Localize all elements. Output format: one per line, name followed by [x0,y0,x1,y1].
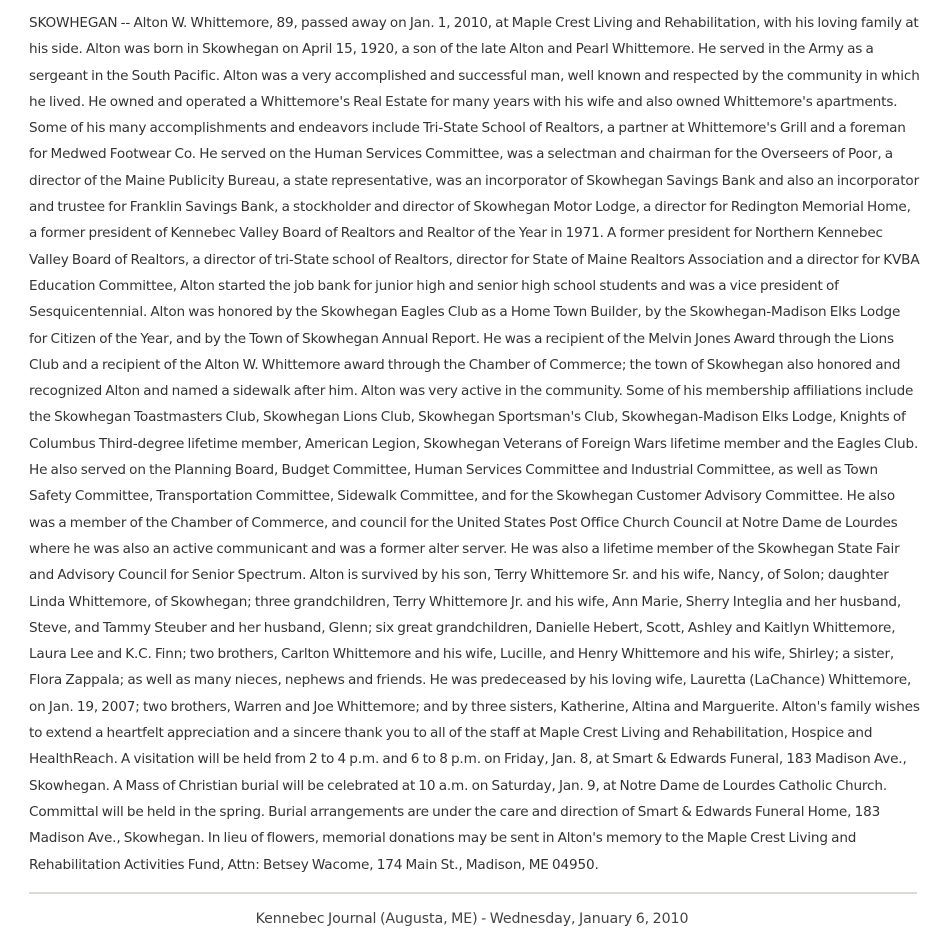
publication-source: Kennebec Journal (Augusta, ME) - Wednesday, January 6, 2010 [255,911,689,927]
obituary-text: SKOWHEGAN -- Alton W. Whittemore, 89, passed away on Jan. 1, 2010, at Maple Crest Living and Rehabilitation, with his loving family at his side. Alton was born in Skowhegan on April 15, 1920, a son of the late Alton and Pearl Whittemore. He served in the Army as a sergeant in the South Pacific. Alton was a very accomplished and successful man, well known and respected by the community in which he lived. He owned and operated a Whittemore's Real Estate for many years with his wife and also owned Whittemore's apartments. Some of his many accomplishments and endeavors include Tri-State School of Realtors, a partner at Whittemore's Grill and a foreman for Medwed Footwear Co. He served on the Human Services Committee, was a selectman and chairman for the Overseers of Poor, a director of the Maine Publicity Bureau, a state representative, was an incorporator of Skowhegan Savings Bank and also an incorporator and trustee for Franklin Savings Bank, a stockholder and director of Skowhegan Motor Lodge, a director for Redington Memorial Home, a former president of Kennebec Valley Board of Realtors and Realtor of the Year in 1971. A former president for Northern Kennebec Valley Board of Realtors, a director of tri-State school of Realtors, director for State of Maine Realtors Association and a director for KVBA Education Committee, Alton started the job bank for junior high and senior high school students and was a vice president of Sesquicentennial. Alton was honored by the Skowhegan Eagles Club as a Home Town Builder, by the Skowhegan-Madison Elks Lodge for Citizen of the Year, and by the Town of Skowhegan Annual Report. He was a recipient of the Melvin Jones Award through the Lions Club and a recipient of the Alton W. Whittemore award through the Chamber of Commerce; the town of Skowhegan also honored and recognized Alton and named a sidewalk after him. Alton was very active in the community. Some of his membership affiliations include the Skowhegan Toastmasters Club, Skowhegan Lions Club, Skowhegan Sportsman's Club, Skowhegan-Madison Elks Lodge, Knights of Columbus Third-degree lifetime member, American Legion, Skowhegan Veterans of Foreign Wars lifetime member and the Eagles Club. He also served on the Planning Board, Budget Committee, Human Services Committee and Industrial Committee, as well as Town Safety Committee, Transportation Committee, Sidewalk Committee, and for the Skowhegan Customer Advisory Committee. He also was a member of the Chamber of Commerce, and council for the United States Post Office Church Council at Notre Dame de Lourdes where he was also an active communicant and was a former alter server. He was also a lifetime member of the Skowhegan State Fair and Advisory Council for Senior Spectrum. Alton is survived by his son, Terry Whittemore Sr. and his wife, Nancy, of Solon; daughter Linda Whittemore, of Skowhegan; three grandchildren, Terry Whittemore Jr. and his wife, Ann Marie, Sherry Integlia and her husband, Steve, and Tammy Steuber and her husband, Glenn; six great grandchildren, Danielle Hebert, Scott, Ashley and Kaitlyn Whittemore, Laura Lee and K.C. Finn; two brothers, Carlton Whittemore and his wife, Lucille, and Henry Whittemore and his wife, Shirley; a sister, Flora Zappala; as well as many nieces, nephews and friends. He was predeceased by his loving wife, Lauretta (LaChance) Whittemore, on Jan. 19, 2007; two brothers, Warren and Joe Whittemore; and by three sisters, Katherine, Altina and Marguerite. Alton's family wishes to extend a heartfelt appreciation and a sincere thank you to all of the staff at Maple Crest Living and Rehabilitation, Hospice and HealthReach. A visitation will be held from 2 to 4 p.m. and 6 to 8 p.m. on Friday, Jan. 8, at Smart & Edwards Funeral, 183 Madison Ave., Skowhegan. A Mass of Christian burial will be celebrated at 10 a.m. on Saturday, Jan. 9, at Notre Dame de Lourdes Catholic Church. Committal will be held in the spring. Burial arrangements are under the care and direction of Smart & Edwards Funeral Home, 183 Madison Ave., Skowhegan. In lieu of flowers, memorial donations may be sent in Alton's memory to the Maple Crest Living and Rehabilitation Activities Fund, Attn: Betsey Wacome, 174 Main St., Madison, ME 04950. [29,15,920,873]
divider [29,892,917,894]
